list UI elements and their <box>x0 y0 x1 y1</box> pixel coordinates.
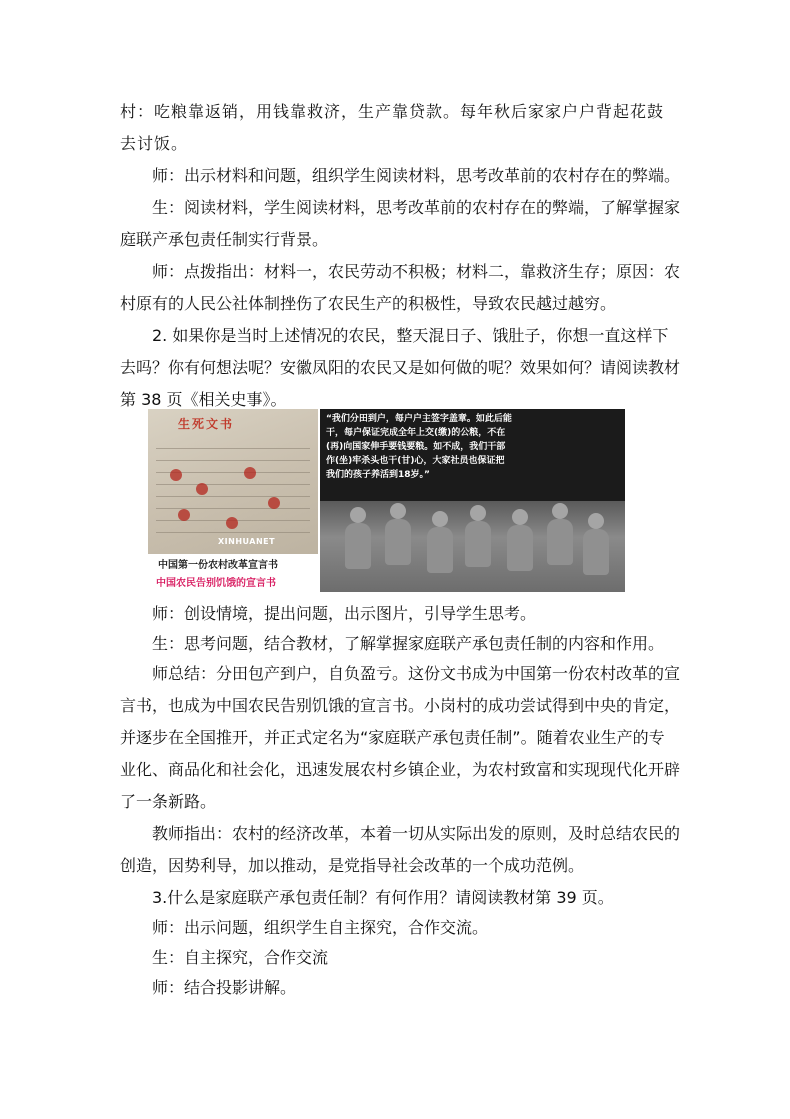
sculpture-image <box>320 501 625 592</box>
paragraph-student-think: 生：思考问题，结合教材，了解掌握家庭联产承包责任制的内容和作用。 <box>152 634 665 653</box>
fingerprint-stamp <box>244 467 256 479</box>
paragraph-village-hardship: 村：吃粮靠返销，用钱靠救济，生产靠贷款。每年秋后家家户户背起花鼓去讨饭。 <box>120 102 665 153</box>
fingerprint-stamp <box>170 469 182 481</box>
fingerprint-stamp <box>268 497 280 509</box>
paragraph-student-read-material: 生：阅读材料，学生阅读材料，思考改革前的农村存在的弊端，了解掌握家庭联产承包责任制实行背景。 <box>120 198 681 249</box>
paragraph-question-2: 2. 如果你是当时上述情况的农民，整天混日子、饿肚子，你想一直这样下去吗？你有何想法呢？安徽凤阳的农民又是如何做的呢？效果如何？请阅读教材第 38 页《相关史事》。 <box>120 326 681 409</box>
caption-line-1: 中国第一份农村改革宣言书 <box>158 560 278 571</box>
paragraph-teacher-organize: 师：出示问题，组织学生自主探究，合作交流。 <box>152 918 489 937</box>
fingerprint-stamp <box>178 509 190 521</box>
caption-line-2: 中国农民告别饥饿的宣言书 <box>156 578 276 589</box>
paragraph-teacher-summary: 师总结：分田包产到户，自负盈亏。这份文书成为中国第一份农村改革的宣言书，也成为中国农民告别饥饿的宣言书。小岗村的成功尝试得到中央的肯定，并逐步在全国推开，并正式定名为“家庭联产承包责任制”。随着农业生产的专业化、商品化和社会化，迅速发展农村乡镇企业，为农村致富和实现现代化开辟了一条新路。 <box>120 664 681 811</box>
paragraph-teacher-create-scenario: 师：创设情境，提出问题，出示图片，引导学生思考。 <box>152 604 537 623</box>
document-photo-title: 生死文书 <box>178 417 235 431</box>
paragraph-teacher-point-out: 师：点拨指出：材料一，农民劳动不积极；材料二，靠救济生存；原因：农村原有的人民公社体制挫伤了农民生产的积极性，导致农民越过越穷。 <box>120 262 681 313</box>
paragraph-student-explore: 生：自主探究，合作交流 <box>152 948 329 967</box>
paragraph-question-3: 3.什么是家庭联产承包责任制？有何作用？请阅读教材第 39 页。 <box>152 888 614 907</box>
life-death-document-photo <box>148 409 318 592</box>
fingerprint-stamp <box>196 483 208 495</box>
historical-photo-figure <box>148 409 625 592</box>
fingerprint-stamp <box>226 517 238 529</box>
quote-sculpture-photo <box>320 409 625 592</box>
pledge-quote: “我们分田到户，每户户主签字盖章。如此后能干，每户保证完成全年上交(缴)的公粮，不在(再)向国家伸手要钱要粮。如不成，我们干部作(坐)牢杀头也干(甘)心，大家社员也保证把我们的孩子养活到18岁。” <box>326 414 512 480</box>
xinhua-watermark: XINHUANET <box>218 537 276 546</box>
paragraph-teacher-projection: 师：结合投影讲解。 <box>152 978 297 997</box>
document-caption <box>148 554 318 592</box>
paragraph-teacher-show-material: 师：出示材料和问题，组织学生阅读材料，思考改革前的农村存在的弊端。 <box>152 166 681 185</box>
paragraph-teacher-remark: 教师指出：农村的经济改革，本着一切从实际出发的原则，及时总结农民的创造，因势利导，加以推动，是党指导社会改革的一个成功范例。 <box>120 824 681 875</box>
